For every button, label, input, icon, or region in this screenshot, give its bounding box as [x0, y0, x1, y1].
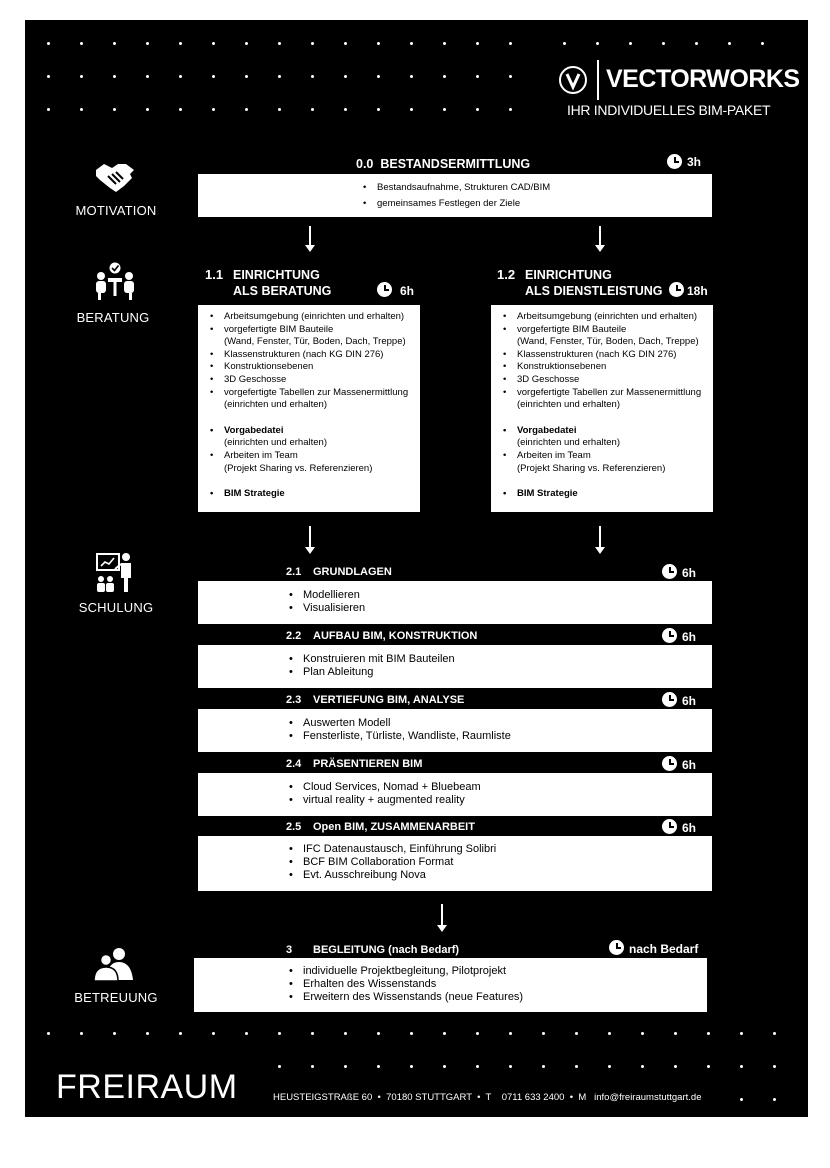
decor-dot: [278, 108, 281, 111]
step-2-2-list: [289, 653, 712, 679]
clock-icon: [662, 564, 677, 579]
decor-dot: [377, 1065, 380, 1068]
step-3-list: [289, 965, 707, 1004]
section-label-motivation: MOTIVATION: [75, 203, 157, 218]
step-2-2-number: 2.2: [286, 630, 302, 642]
step-0-0-list: [363, 182, 712, 210]
list-item: • Arbeitsumgebung (einrichten und erhalten): [210, 311, 416, 324]
decor-dot: [662, 42, 665, 45]
decor-dot: [344, 42, 347, 45]
list-item: (einrichten und erhalten): [224, 437, 327, 449]
step-2-2-box: [198, 645, 712, 688]
presentation-icon: [95, 552, 135, 594]
decor-dot: [773, 1065, 776, 1068]
decor-dot: [278, 42, 281, 45]
decor-dot: [377, 75, 380, 78]
step-1-1-number: 1.1: [205, 267, 224, 282]
list-item: • Arbeitsumgebung (einrichten und erhalten): [503, 311, 709, 324]
decor-dot: [311, 1032, 314, 1035]
list-item: • Konstruieren mit BIM Bauteilen: [289, 653, 712, 666]
list-item: • vorgefertigte Tabellen zur Massenermittlung: [210, 387, 416, 400]
list-item: • Fensterliste, Türliste, Wandliste, Raumliste: [289, 730, 712, 743]
step-2-4-number: 2.4: [286, 758, 302, 770]
decor-dot: [212, 75, 215, 78]
step-2-3-number: 2.3: [286, 694, 302, 706]
step-1-2-list: [503, 311, 709, 501]
step-0-0-hours: 3h: [687, 155, 702, 169]
clock-icon: [609, 940, 624, 955]
brand-name: VECTORWORKS: [606, 65, 800, 93]
decor-dot: [443, 75, 446, 78]
list-item: • individuelle Projektbegleitung, Pilotprojekt: [289, 965, 707, 978]
list-item: (Projekt Sharing vs. Referenzieren): [224, 462, 373, 474]
decor-dot: [443, 108, 446, 111]
decor-dot: [773, 1098, 776, 1101]
list-item: (Wand, Fenster, Tür, Boden, Dach, Treppe): [224, 336, 406, 348]
decor-dot: [344, 108, 347, 111]
decor-dot: [377, 108, 380, 111]
decor-dot: [410, 1065, 413, 1068]
decor-dot: [278, 1065, 281, 1068]
list-item: • Modellieren: [289, 589, 712, 602]
decor-dot: [608, 1065, 611, 1068]
decor-dot: [410, 108, 413, 111]
list-item: • BIM Strategie: [210, 488, 416, 501]
decor-dot: [707, 1065, 710, 1068]
step-3-hours: nach Bedarf: [629, 942, 699, 956]
decor-dot: [311, 108, 314, 111]
decor-dot: [377, 1032, 380, 1035]
step-2-4-list: [289, 781, 712, 807]
decor-dot: [773, 1032, 776, 1035]
list-item: • gemeinsames Festlegen der Ziele: [363, 198, 712, 211]
list-item: • Plan Ableitung: [289, 666, 712, 679]
step-2-5-list: [289, 843, 712, 882]
list-item: • vorgefertigte BIM Bauteile: [503, 324, 709, 337]
decor-dot: [179, 108, 182, 111]
step-1-1-title-line1: EINRICHTUNG: [233, 268, 320, 282]
step-2-3-hours: 6h: [682, 694, 697, 708]
decor-dot: [179, 75, 182, 78]
decor-dot: [80, 75, 83, 78]
list-item: • Vorgabedatei: [210, 425, 416, 438]
decor-dot: [245, 108, 248, 111]
decor-dot: [311, 1065, 314, 1068]
list-item: (Projekt Sharing vs. Referenzieren): [517, 462, 666, 474]
handshake-icon: [94, 156, 136, 196]
vectorworks-logo: [558, 60, 800, 102]
decor-dot: [179, 42, 182, 45]
step-2-1-title: GRUNDLAGEN: [313, 566, 392, 578]
arrow-down-icon: [309, 226, 311, 250]
clock-icon: [377, 282, 392, 297]
step-1-2-hours: 18h: [687, 284, 708, 298]
decor-dot: [476, 42, 479, 45]
decor-dot: [410, 75, 413, 78]
step-1-2-number: 1.2: [497, 267, 516, 282]
decor-dot: [344, 1065, 347, 1068]
decor-dot: [410, 42, 413, 45]
decor-dot: [113, 108, 116, 111]
arrow-down-icon: [441, 904, 443, 930]
decor-dot: [596, 42, 599, 45]
decor-dot: [47, 1032, 50, 1035]
step-2-4-hours: 6h: [682, 758, 697, 772]
step-2-5-number: 2.5: [286, 821, 302, 833]
decor-dot: [575, 1065, 578, 1068]
list-item: • Arbeiten im Team: [210, 450, 416, 463]
decor-dot: [212, 1032, 215, 1035]
decor-dot: [278, 1032, 281, 1035]
decor-dot: [212, 108, 215, 111]
decor-dot: [179, 1032, 182, 1035]
decor-dot: [146, 75, 149, 78]
decor-dot: [377, 42, 380, 45]
decor-dot: [476, 1032, 479, 1035]
decor-dot: [509, 42, 512, 45]
decor-dot: [245, 42, 248, 45]
decor-dot: [311, 42, 314, 45]
arrow-down-icon: [599, 226, 601, 250]
list-item: • virtual reality + augmented reality: [289, 794, 712, 807]
support-icon: [93, 946, 137, 982]
decor-dot: [509, 1032, 512, 1035]
decor-dot: [695, 42, 698, 45]
clock-icon: [662, 628, 677, 643]
step-2-3-title: VERTIEFUNG BIM, ANALYSE: [313, 694, 465, 706]
decor-dot: [80, 1032, 83, 1035]
decor-dot: [146, 1032, 149, 1035]
decor-dot: [542, 1032, 545, 1035]
list-item: • Cloud Services, Nomad + Bluebeam: [289, 781, 712, 794]
step-2-2-title: AUFBAU BIM, KONSTRUKTION: [313, 630, 478, 642]
clock-icon: [662, 756, 677, 771]
step-1-1-hours: 6h: [400, 284, 415, 298]
decor-dot: [707, 1032, 710, 1035]
clock-icon: [667, 154, 682, 169]
decor-dot: [47, 42, 50, 45]
step-2-1-hours: 6h: [682, 566, 697, 580]
step-1-1-title-line2: ALS BERATUNG: [233, 284, 332, 298]
step-2-4-box: [198, 773, 712, 816]
vectorworks-logo-icon: [558, 65, 588, 95]
decor-dot: [740, 1032, 743, 1035]
step-2-5-title: Open BIM, ZUSAMMENARBEIT: [313, 821, 475, 833]
decor-dot: [146, 108, 149, 111]
decor-dot: [80, 42, 83, 45]
footer-logo: FREIRAUM: [56, 1068, 238, 1106]
step-0-0-number: 0.0: [356, 157, 374, 171]
list-item: (einrichten und erhalten): [517, 399, 620, 411]
poster: [25, 20, 808, 1117]
arrow-down-icon: [599, 526, 601, 552]
list-item: • Klassenstrukturen (nach KG DIN 276): [503, 349, 709, 362]
brand-tagline: IHR INDIVIDUELLES BIM-PAKET: [567, 102, 771, 118]
step-2-5-hours: 6h: [682, 821, 697, 835]
list-item: • Erweitern des Wissenstands (neue Features): [289, 991, 707, 1004]
decor-dot: [761, 42, 764, 45]
list-item: (einrichten und erhalten): [517, 437, 620, 449]
step-0-0-title: [356, 157, 530, 171]
decor-dot: [476, 75, 479, 78]
list-item: • Auswerten Modell: [289, 717, 712, 730]
step-2-1-number: 2.1: [286, 566, 302, 578]
decor-dot: [113, 75, 116, 78]
step-1-1-box: [198, 305, 420, 512]
decor-dot: [563, 42, 566, 45]
list-item: (einrichten und erhalten): [224, 399, 327, 411]
step-1-1-list: [210, 311, 416, 501]
step-0-0-label: BESTANDSERMITTLUNG: [380, 157, 531, 171]
decor-dot: [443, 42, 446, 45]
footer-address: HEUSTEIGSTRAßE 60 • 70180 STUTTGART • T 0711 633 2400 • M info@freiraumstuttgart.de: [273, 1092, 702, 1103]
step-1-2-title-line2: ALS DIENSTLEISTUNG: [525, 284, 663, 298]
step-3-title: BEGLEITUNG (nach Bedarf): [313, 944, 460, 956]
step-1-2-box: [491, 305, 713, 512]
decor-dot: [80, 108, 83, 111]
list-item: • Konstruktionsebenen: [503, 361, 709, 374]
list-item: • Evt. Ausschreibung Nova: [289, 869, 712, 882]
decor-dot: [410, 1032, 413, 1035]
list-item: • Erhalten des Wissenstands: [289, 978, 707, 991]
dot-row-4: [25, 1032, 808, 1036]
clock-icon: [662, 692, 677, 707]
decor-dot: [608, 1032, 611, 1035]
decor-dot: [443, 1065, 446, 1068]
list-item: • Bestandsaufnahme, Strukturen CAD/BIM: [363, 182, 712, 195]
consulting-icon: [95, 262, 135, 302]
step-2-3-box: [198, 709, 712, 752]
arrow-down-icon: [309, 526, 311, 552]
decor-dot: [476, 108, 479, 111]
list-item: • BCF BIM Collaboration Format: [289, 856, 712, 869]
step-2-1-list: [289, 589, 712, 615]
decor-dot: [740, 1098, 743, 1101]
list-item: • vorgefertigte BIM Bauteile: [210, 324, 416, 337]
list-item: • Vorgabedatei: [503, 425, 709, 438]
decor-dot: [47, 75, 50, 78]
decor-dot: [674, 1065, 677, 1068]
list-item: • Arbeiten im Team: [503, 450, 709, 463]
decor-dot: [245, 75, 248, 78]
step-3-number: 3: [286, 944, 293, 956]
step-1-2-title-line1: EINRICHTUNG: [525, 268, 612, 282]
list-item: • vorgefertigte Tabellen zur Massenermittlung: [503, 387, 709, 400]
decor-dot: [278, 75, 281, 78]
decor-dot: [509, 108, 512, 111]
decor-dot: [509, 1065, 512, 1068]
list-item: (Wand, Fenster, Tür, Boden, Dach, Treppe): [517, 336, 699, 348]
decor-dot: [629, 42, 632, 45]
decor-dot: [47, 108, 50, 111]
section-label-betreuung: BETREUUNG: [74, 990, 158, 1005]
decor-dot: [443, 1032, 446, 1035]
list-item: • BIM Strategie: [503, 488, 709, 501]
list-item: • Klassenstrukturen (nach KG DIN 276): [210, 349, 416, 362]
step-0-0-box: [198, 174, 712, 217]
decor-dot: [509, 75, 512, 78]
decor-dot: [344, 75, 347, 78]
decor-dot: [575, 1032, 578, 1035]
section-label-schulung: SCHULUNG: [78, 600, 154, 615]
decor-dot: [146, 42, 149, 45]
decor-dot: [641, 1065, 644, 1068]
list-item: • Konstruktionsebenen: [210, 361, 416, 374]
step-2-5-box: [198, 836, 712, 891]
step-2-4-title: PRÄSENTIEREN BIM: [313, 758, 423, 770]
list-item: • Visualisieren: [289, 602, 712, 615]
list-item: • 3D Geschosse: [210, 374, 416, 387]
decor-dot: [476, 1065, 479, 1068]
step-3-box: [194, 958, 707, 1012]
list-item: • 3D Geschosse: [503, 374, 709, 387]
decor-dot: [113, 42, 116, 45]
step-2-1-box: [198, 581, 712, 624]
clock-icon: [662, 819, 677, 834]
decor-dot: [344, 1032, 347, 1035]
decor-dot: [641, 1032, 644, 1035]
section-label-beratung: BERATUNG: [76, 310, 150, 325]
step-2-2-hours: 6h: [682, 630, 697, 644]
dot-row-1: [25, 42, 808, 46]
decor-dot: [245, 1032, 248, 1035]
decor-dot: [674, 1032, 677, 1035]
decor-dot: [212, 42, 215, 45]
decor-dot: [311, 75, 314, 78]
list-item: • IFC Datenaustausch, Einführung Solibri: [289, 843, 712, 856]
decor-dot: [113, 1032, 116, 1035]
step-2-3-list: [289, 717, 712, 743]
decor-dot: [728, 42, 731, 45]
decor-dot: [542, 1065, 545, 1068]
clock-icon: [669, 282, 684, 297]
decor-dot: [740, 1065, 743, 1068]
